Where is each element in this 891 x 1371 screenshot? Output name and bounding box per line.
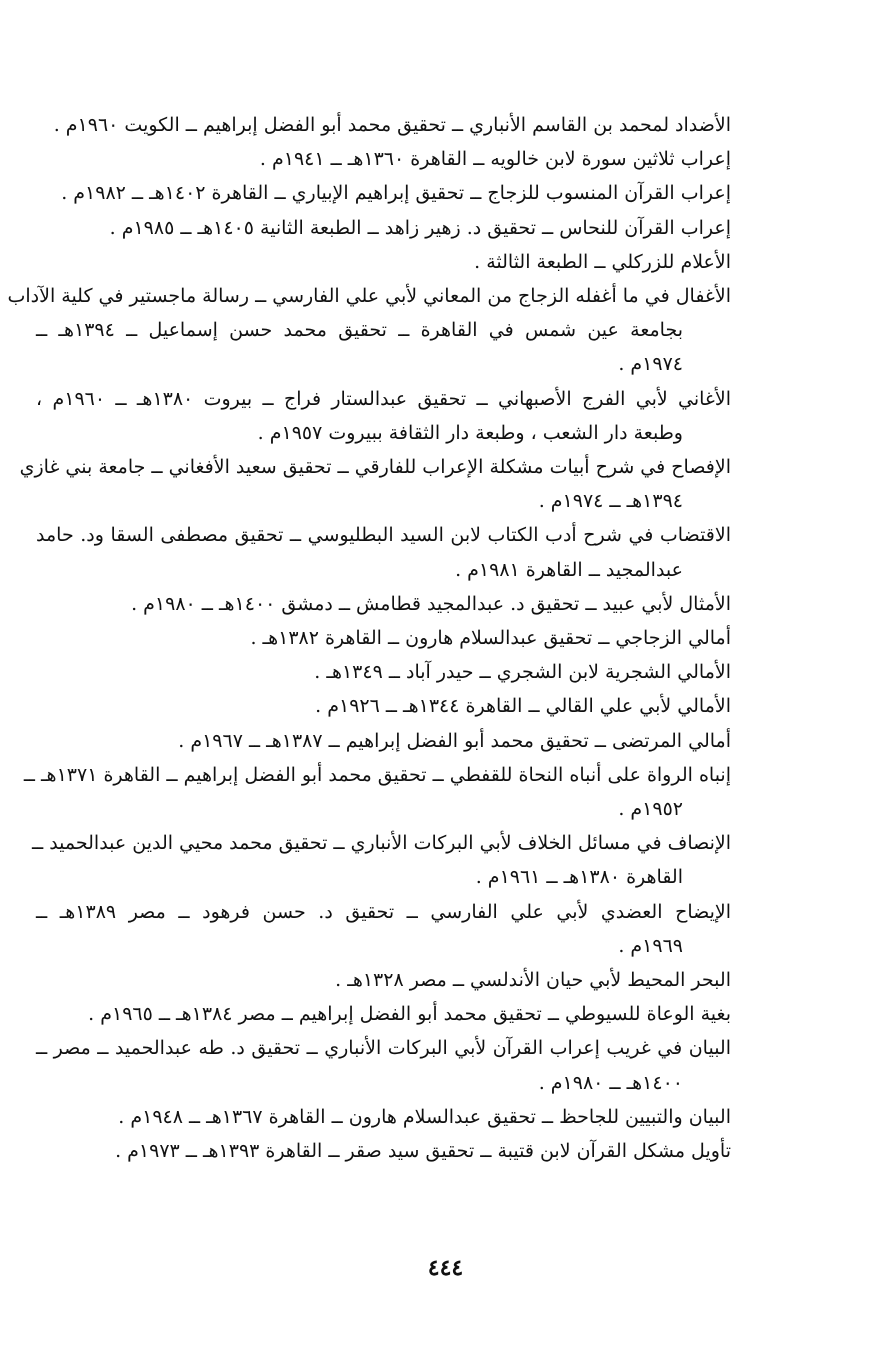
bibliography-entry — [36, 211, 731, 245]
entry-line: الأغاني لأبي الفرج الأصبهاني ــ تحقيق عبدالستار فراج ــ بيروت ١٣٨٠هـ ــ ١٩٦٠م ، — [36, 387, 731, 410]
entry-line: الإنصاف في مسائل الخلاف لأبي البركات الأنباري ــ تحقيق محمد محيي الدين عبدالحميد ــ — [32, 832, 731, 855]
bibliography-entry — [36, 142, 731, 176]
bibliography-entry — [36, 621, 731, 655]
bibliography-list — [7, 108, 731, 1168]
entry-line: إعراب القرآن للنحاس ــ تحقيق د. زهير زاهد ــ الطبعة الثانية ١٤٠٥هـ ــ ١٩٨٥م . — [109, 216, 731, 239]
bibliography-entry — [32, 826, 731, 894]
bibliography-entry — [36, 689, 731, 723]
bibliography-entry — [36, 1031, 731, 1099]
entry-line: إنباه الرواة على أنباه النحاة للقفطي ــ تحقيق محمد أبو الفضل إبراهيم ــ القاهرة ١٣٧١هـ ــ — [23, 763, 731, 786]
bibliography-entry — [36, 176, 731, 210]
entry-line: الأمثال لأبي عبيد ــ تحقيق د. عبدالمجيد قطامش ــ دمشق ١٤٠٠هـ ــ ١٩٨٠م . — [131, 592, 731, 615]
bibliography-entry — [7, 279, 731, 382]
bibliography-entry — [36, 997, 731, 1031]
bibliography-entry — [36, 518, 731, 586]
entry-line: أمالي المرتضى ــ تحقيق محمد أبو الفضل إبراهيم ــ ١٣٨٧هـ ــ ١٩٦٧م . — [178, 729, 731, 752]
entry-continuation-line: بجامعة عين شمس في القاهرة ــ تحقيق محمد حسن إسماعيل ــ ١٣٩٤هـ ــ — [36, 319, 684, 342]
entry-line: الأمالي لأبي علي القالي ــ القاهرة ١٣٤٤هـ ــ ١٩٢٦م . — [315, 695, 731, 718]
bibliography-entry — [36, 655, 731, 689]
entry-line: أمالي الزجاجي ــ تحقيق عبدالسلام هارون ــ القاهرة ١٣٨٢هـ . — [250, 627, 731, 650]
entry-line: الاقتضاب في شرح أدب الكتاب لابن السيد البطليوسي ــ تحقيق مصطفى السقا ود. حامد — [36, 524, 731, 547]
entry-continuation-line: عبدالمجيد ــ القاهرة ١٩٨١م . — [455, 558, 683, 581]
bibliography-entry — [36, 724, 731, 758]
entry-line: بغية الوعاة للسيوطي ــ تحقيق محمد أبو الفضل إبراهيم ــ مصر ١٣٨٤هـ ــ ١٩٦٥م . — [88, 1003, 731, 1026]
page-number: ٤٤٤ — [427, 1255, 464, 1281]
entry-continuation-line: وطبعة دار الشعب ، وطبعة دار الثقافة ببيروت ١٩٥٧م . — [257, 421, 683, 444]
bibliography-entry — [36, 108, 731, 142]
bibliography-entry — [36, 895, 731, 963]
bibliography-entry — [36, 245, 731, 279]
entry-continuation-line: القاهرة ١٣٨٠هـ ــ ١٩٦١م . — [475, 866, 683, 889]
entry-line: الأضداد لمحمد بن القاسم الأنباري ــ تحقيق محمد أبو الفضل إبراهيم ــ الكويت ١٩٦٠م . — [53, 114, 731, 136]
bibliography-entry — [23, 758, 731, 826]
entry-line: الأمالي الشجرية لابن الشجري ــ حيدر آباد ــ ١٣٤٩هـ . — [314, 661, 731, 684]
bibliography-entry — [36, 382, 731, 450]
entry-line: الأغفال في ما أغفله الزجاج من المعاني لأبي علي الفارسي ــ رسالة ماجستير في كلية الآداب — [7, 285, 731, 308]
bibliography-entry — [36, 1100, 731, 1134]
bibliography-entry — [36, 1134, 731, 1168]
bibliography-entry — [19, 450, 731, 518]
entry-line: البيان والتبيين للجاحظ ــ تحقيق عبدالسلام هارون ــ القاهرة ١٣٦٧هـ ــ ١٩٤٨م . — [118, 1105, 731, 1128]
entry-continuation-line: ١٩٥٢م . — [618, 798, 683, 821]
entry-line: إعراب ثلاثين سورة لابن خالويه ــ القاهرة ١٣٦٠هـ ــ ١٩٤١م . — [259, 148, 731, 171]
entry-line: البحر المحيط لأبي حيان الأندلسي ــ مصر ١٣٢٨هـ . — [335, 969, 731, 992]
entry-continuation-line: ١٩٧٤م . — [618, 353, 683, 376]
bibliography-entry — [36, 963, 731, 997]
entry-continuation-line: ١٤٠٠هـ ــ ١٩٨٠م . — [538, 1071, 683, 1094]
bibliography-entry — [36, 587, 731, 621]
entry-line: تأويل مشكل القرآن لابن قتيبة ــ تحقيق سيد صقر ــ القاهرة ١٣٩٣هـ ــ ١٩٧٣م . — [115, 1140, 731, 1163]
entry-continuation-line: ١٣٩٤هـ ــ ١٩٧٤م . — [538, 490, 683, 513]
entry-line: إعراب القرآن المنسوب للزجاج ــ تحقيق إبراهيم الإبياري ــ القاهرة ١٤٠٢هـ ــ ١٩٨٢م . — [61, 182, 731, 205]
entry-line: الإفصاح في شرح أبيات مشكلة الإعراب للفارقي ــ تحقيق سعيد الأفغاني ــ جامعة بني غازي — [19, 456, 731, 479]
entry-line: الإيضاح العضدي لأبي علي الفارسي ــ تحقيق د. حسن فرهود ــ مصر ١٣٨٩هـ ــ — [36, 900, 731, 923]
entry-continuation-line: ١٩٦٩م . — [618, 934, 683, 957]
entry-line: البيان في غريب إعراب القرآن لأبي البركات الأنباري ــ تحقيق د. طه عبدالحميد ــ مصر ــ — [36, 1037, 731, 1060]
entry-line: الأعلام للزركلي ــ الطبعة الثالثة . — [474, 250, 731, 273]
